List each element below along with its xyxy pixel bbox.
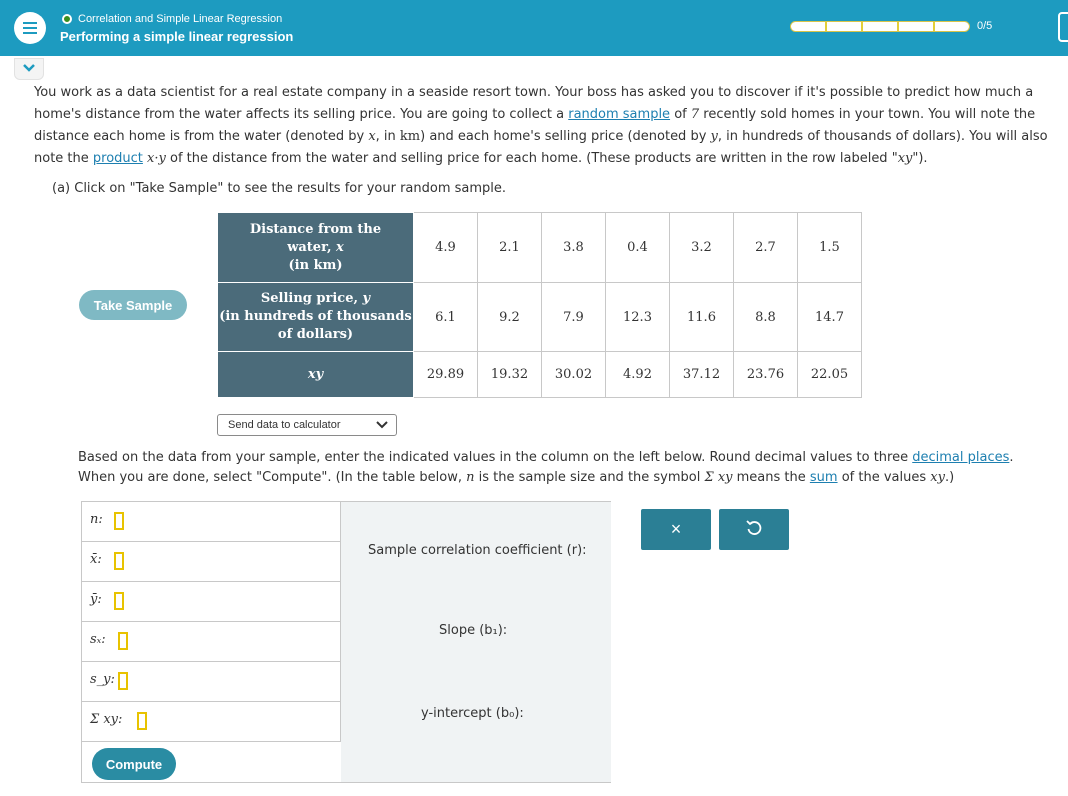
sum-xy-symbol: Σ xy: [704, 470, 733, 485]
x-value: 2.7: [734, 213, 798, 283]
xbar-label: x̄:: [90, 552, 102, 567]
slope-label: Slope (b₁):: [439, 623, 508, 638]
y-value: 9.2: [478, 283, 542, 352]
ybar-label: ȳ:: [90, 592, 102, 607]
xy-value: 22.05: [798, 352, 862, 398]
hamburger-line: [23, 22, 37, 24]
progress-segment: [861, 22, 863, 32]
random-sample-link[interactable]: random sample: [568, 107, 671, 122]
x-symbol: x: [336, 239, 344, 255]
n-input[interactable]: [114, 512, 124, 530]
answer-row-ybar: [82, 582, 341, 622]
x-value: 3.8: [542, 213, 606, 283]
answer-row-xbar: [82, 542, 341, 582]
xy-value: 30.02: [542, 352, 606, 398]
answer-table: [81, 501, 611, 783]
instructions-part: means the: [732, 470, 810, 485]
product-link[interactable]: product: [92, 151, 143, 166]
undo-button[interactable]: [719, 509, 789, 550]
header-text: water,: [287, 239, 337, 255]
problem-text: of the distance from the water and selling price for each home. (These products are written in the row labeled ": [165, 151, 898, 166]
menu-button[interactable]: [14, 12, 46, 44]
y-symbol: y: [710, 129, 718, 144]
header-text: ): [336, 257, 343, 273]
xy-value: 19.32: [478, 352, 542, 398]
problem-text: , in: [375, 129, 400, 144]
x-value: 4.9: [414, 213, 478, 283]
problem-text: , in hundreds of thousands of dollars). You will also note the: [34, 129, 1048, 166]
answer-input-column: [82, 502, 341, 782]
y-value: 6.1: [414, 283, 478, 352]
sample-size-value: 7: [690, 107, 700, 122]
row-header-xy: [218, 352, 414, 398]
xy-value: 23.76: [734, 352, 798, 398]
take-sample-button[interactable]: Take Sample: [79, 290, 187, 320]
answer-row-n: [82, 502, 341, 542]
sy-input[interactable]: [118, 672, 128, 690]
intercept-label: y-intercept (b₀):: [421, 706, 524, 721]
topic-text: Correlation and Simple Linear Regression: [78, 13, 283, 25]
part-a-prompt: (a) Click on "Take Sample" to see the results for your random sample.: [52, 181, 507, 196]
header-line: (in hundreds of thousands: [219, 309, 412, 324]
sample-data-table: [217, 212, 862, 398]
xy-label: xy: [307, 366, 324, 382]
problem-text: ) and each home's selling price (denoted by: [420, 129, 711, 144]
compute-button[interactable]: Compute: [92, 748, 176, 780]
table-row-xy: [218, 352, 862, 398]
problem-statement: [34, 82, 1064, 170]
chevron-down-icon: [22, 63, 36, 73]
progress-count: 0/5: [977, 20, 993, 32]
clear-button[interactable]: [641, 509, 711, 550]
send-data-dropdown[interactable]: [217, 414, 397, 436]
x-value: 0.4: [606, 213, 670, 283]
instructions-part: .): [944, 470, 955, 485]
computed-results-column: [341, 502, 611, 782]
sx-input[interactable]: [118, 632, 128, 650]
xy-symbol: xy: [930, 470, 945, 485]
close-icon: ×: [670, 519, 682, 539]
progress-bar: [790, 21, 970, 32]
xy-label: xy: [897, 151, 913, 166]
xbar-input[interactable]: [114, 552, 124, 570]
y-symbol: y: [362, 291, 371, 306]
row-header-price: [218, 283, 414, 352]
header-line: of dollars): [277, 327, 354, 342]
y-value: 8.8: [734, 283, 798, 352]
collapse-button[interactable]: [14, 58, 44, 80]
table-row-y: [218, 283, 862, 352]
y-value: 14.7: [798, 283, 862, 352]
sum-xy-label: Σ xy:: [90, 712, 123, 727]
answer-row-sx: [82, 622, 341, 662]
header-line: Distance from the: [249, 221, 382, 237]
header-line: [218, 239, 413, 257]
xy-value: 4.92: [606, 352, 670, 398]
instructions-part: . When you are done, select "Compute". (In the table below,: [78, 450, 1014, 485]
xy-value: 37.12: [670, 352, 734, 398]
xy-expression: x·y: [147, 151, 166, 166]
n-label: n:: [90, 512, 103, 527]
x-value: 3.2: [670, 213, 734, 283]
problem-text: recently sold homes in your town. You will note the distance each home is from the water (denoted by: [34, 107, 1036, 144]
problem-text: of: [670, 107, 691, 122]
page-subtitle: Performing a simple linear regression: [60, 29, 294, 44]
instructions-text: [78, 448, 1048, 488]
progress-segment: [825, 22, 827, 32]
side-panel-tab[interactable]: [1058, 12, 1068, 42]
y-value: 7.9: [542, 283, 606, 352]
table-row-x: [218, 213, 862, 283]
answer-row-sy: [82, 662, 341, 702]
x-value: 1.5: [798, 213, 862, 283]
progress-segment: [933, 22, 935, 32]
header-line: [218, 290, 413, 308]
instructions-part: is the sample size and the symbol: [474, 470, 705, 485]
undo-icon: [745, 519, 763, 537]
answer-row-sum-xy: [82, 702, 341, 742]
instructions-part: of the values: [837, 470, 931, 485]
row-header-distance: [218, 213, 414, 283]
x-value: 2.1: [478, 213, 542, 283]
sx-label: sₓ:: [90, 632, 106, 647]
header-text: (in: [288, 257, 314, 273]
ybar-input[interactable]: [114, 592, 124, 610]
x-symbol: x: [368, 129, 376, 144]
decimal-places-link[interactable]: decimal places: [912, 450, 1010, 465]
hamburger-line: [23, 27, 37, 29]
send-data-label: Send data to calculator: [228, 419, 341, 431]
n-symbol: n: [466, 470, 475, 485]
y-value: 11.6: [670, 283, 734, 352]
topic-title: [62, 13, 282, 25]
problem-text: You work as a data scientist for a real estate company in a seaside resort town. Your boss has asked you to discover if it's possible to predict how much a home's distance from the water affects its selling price. You are going to collect a: [34, 85, 1034, 122]
y-value: 12.3: [606, 283, 670, 352]
sum-xy-input[interactable]: [137, 712, 147, 730]
progress-segment: [897, 22, 899, 32]
sy-label: s_y:: [90, 672, 115, 687]
chevron-down-icon: [376, 421, 388, 429]
correlation-label: Sample correlation coefficient (r):: [368, 543, 587, 558]
hamburger-line: [23, 32, 37, 34]
circle-icon: [62, 14, 72, 24]
sum-link[interactable]: sum: [809, 470, 838, 485]
header-text: Selling price,: [260, 291, 363, 306]
header-bar: [0, 0, 1068, 56]
instructions-part: Based on the data from your sample, enter the indicated values in the column on the left below. Round decimal values to three: [78, 450, 913, 465]
xy-value: 29.89: [414, 352, 478, 398]
km-unit: km: [399, 129, 421, 144]
km-unit: km: [313, 257, 337, 273]
header-line: [218, 257, 413, 275]
problem-text: ").: [912, 151, 928, 166]
